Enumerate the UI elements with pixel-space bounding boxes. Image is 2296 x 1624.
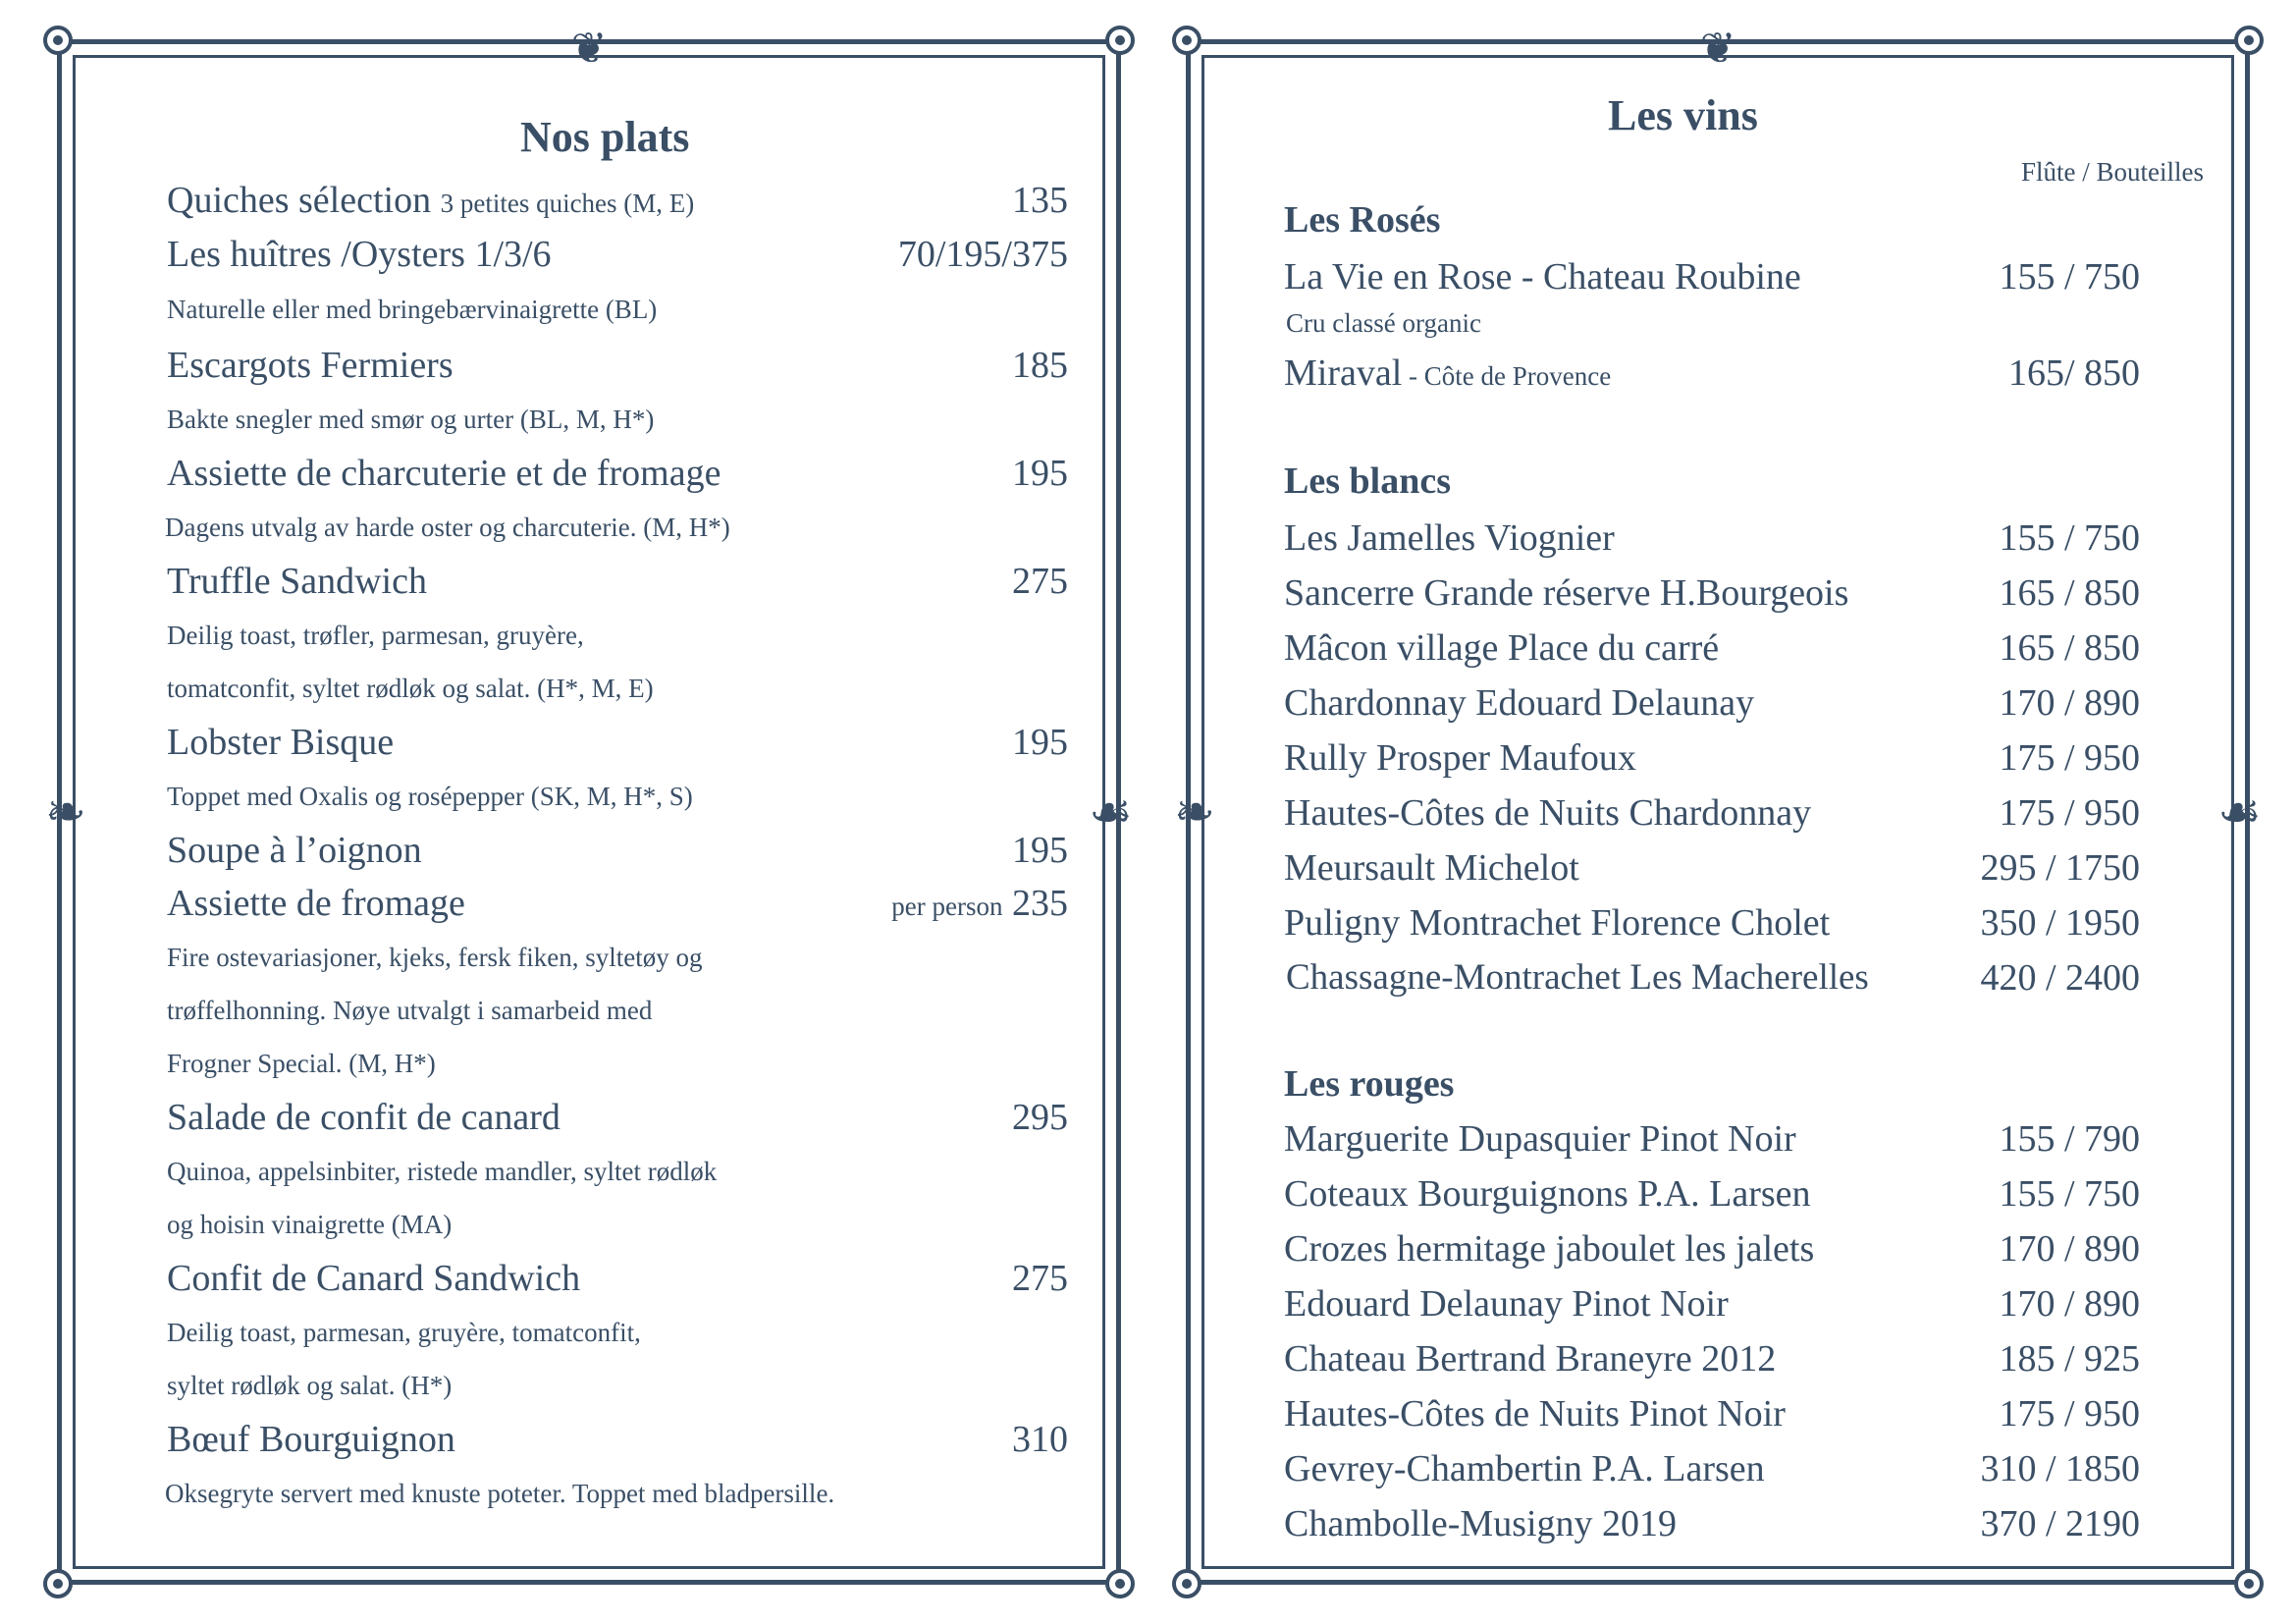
wine-price: 175 / 950 [1999,1393,2140,1435]
dish-description: og hoisin vinaigrette (MA) [167,1210,453,1239]
dish-description: Dagens utvalg av harde oster og charcuterie. (M, H*) [165,513,730,542]
dish-description: Deilig toast, trøfler, parmesan, gruyère, [167,621,584,650]
corner-ornament [1172,26,1201,55]
wine-name: Meursault Michelot [1284,847,1579,889]
corner-ornament [2234,1569,2264,1598]
wine-price: 170 / 890 [1999,1228,2140,1270]
wine-price: 155 / 750 [1999,256,2140,298]
dish-price: 275 [1012,561,1068,602]
dish-price: 70/195/375 [897,234,1068,275]
wine-price: 175 / 950 [1999,792,2140,834]
dish-description: Frogner Special. (M, H*) [167,1049,436,1078]
corner-ornament [43,26,73,55]
wine-name: Mâcon village Place du carré [1284,627,1720,669]
corner-ornament [1105,1569,1135,1598]
dish-description: Deilig toast, parmesan, gruyère, tomatconfit, [167,1318,641,1347]
dish-price: 310 [1012,1419,1068,1460]
dish-price: 275 [1012,1258,1068,1299]
wine-price: 185 / 925 [1999,1338,2140,1380]
dish-name: Quiches sélection 3 petites quiches (M, E) [167,180,695,221]
wine-price: 295 / 1750 [1980,847,2140,889]
dish-name: Escargots Fermiers [167,345,454,386]
dish-description: Fire ostevariasjoner, kjeks, fersk fiken, syltetøy og [167,943,703,972]
wine-price: 155 / 750 [1999,1173,2140,1215]
fleur-ornament-icon: ❧ [1174,784,1215,840]
fleur-ornament-icon: ☙ [2217,784,2262,840]
dish-description: Bakte snegler med smør og urter (BL, M, H*) [167,405,655,434]
wine-name: Coteaux Bourguignons P.A. Larsen [1284,1173,1811,1215]
dish-price: 195 [1012,453,1068,494]
wine-name: Chardonnay Edouard Delaunay [1284,682,1755,724]
wine-price: 165 / 850 [1999,572,2140,614]
page-title: Nos plats [520,113,690,161]
wine-name: Hautes-Côtes de Nuits Pinot Noir [1284,1393,1786,1435]
dish-price: 135 [1012,180,1068,221]
dish-description: trøffelhonning. Nøye utvalgt i samarbeid med [167,996,653,1025]
wine-price: 170 / 890 [1999,1283,2140,1325]
wine-price: 310 / 1850 [1980,1448,2140,1489]
wine-subtitle: Cru classé organic [1286,308,1481,338]
wine-name: Sancerre Grande réserve H.Bourgeois [1284,572,1849,614]
dish-description: Naturelle eller med bringebærvinaigrette (BL) [167,295,658,324]
wine-price: 370 / 2190 [1980,1503,2140,1544]
dish-price: 185 [1012,345,1068,386]
wine-price: 170 / 890 [1999,682,2140,724]
food-menu-panel [45,24,1133,1593]
dish-name: Bœuf Bourguignon [167,1419,455,1460]
wine-price: 155 / 750 [1999,517,2140,559]
column-header: Flûte / Bouteilles [2021,157,2204,187]
dish-name: Truffle Sandwich [167,561,427,602]
dish-price: per person 235 [891,883,1068,924]
wine-name: Hautes-Côtes de Nuits Chardonnay [1284,792,1812,834]
dish-description: Oksegryte servert med knuste poteter. Toppet med bladpersille. [165,1479,835,1508]
dish-name: Confit de Canard Sandwich [167,1258,581,1299]
wine-name: Miraval - Côte de Provence [1284,352,1612,394]
dish-name: Assiette de fromage [167,883,465,924]
dish-price: 195 [1012,722,1068,763]
fleur-ornament-icon: ❦ [1699,24,1736,74]
wine-name: Puligny Montrachet Florence Cholet [1284,902,1831,944]
wine-name: Marguerite Dupasquier Pinot Noir [1284,1118,1796,1160]
wine-name: Chateau Bertrand Braneyre 2012 [1284,1338,1777,1380]
wine-price: 155 / 790 [1999,1118,2140,1160]
wine-name: La Vie en Rose - Chateau Roubine [1284,256,1801,298]
wine-price: 420 / 2400 [1980,957,2140,999]
dish-name: Salade de confit de canard [167,1097,561,1138]
wine-name: Les Jamelles Viognier [1284,517,1615,559]
corner-ornament [1172,1569,1201,1598]
wine-name: Rully Prosper Maufoux [1284,737,1636,779]
wine-price: 350 / 1950 [1980,902,2140,944]
dish-description: syltet rødløk og salat. (H*) [167,1371,453,1400]
wine-name: Chambolle-Musigny 2019 [1284,1503,1678,1544]
dish-price: 195 [1012,830,1068,871]
wine-name: Crozes hermitage jaboulet les jalets [1284,1228,1815,1270]
wine-price: 175 / 950 [1999,737,2140,779]
corner-ornament [1105,26,1135,55]
dish-name: Soupe à l’oignon [167,830,422,871]
dish-description: Toppet med Oxalis og rosépepper (SK, M, H*, S) [167,782,693,811]
wine-menu-panel [1174,24,2262,1593]
wine-price: 165 / 850 [1999,627,2140,669]
wine-name: Chassagne-Montrachet Les Macherelles [1286,957,1869,998]
dish-description: Quinoa, appelsinbiter, ristede mandler, syltet rødløk [167,1157,718,1186]
dish-description: tomatconfit, syltet rødløk og salat. (H*, M, E) [167,674,654,703]
page-title: Les vins [1608,91,1758,139]
dish-name: Assiette de charcuterie et de fromage [167,453,721,494]
fleur-ornament-icon: ❦ [570,24,608,74]
dish-name: Les huîtres /Oysters 1/3/6 [167,234,552,275]
wine-price: 165/ 850 [2007,352,2140,394]
section-title: Les Rosés [1284,199,1441,241]
dish-name: Lobster Bisque [167,722,395,763]
dish-price: 295 [1012,1097,1068,1138]
fleur-ornament-icon: ☙ [1089,784,1133,840]
section-title: Les rouges [1284,1063,1455,1105]
wine-name: Gevrey-Chambertin P.A. Larsen [1284,1448,1765,1489]
corner-ornament [43,1569,73,1598]
section-title: Les blancs [1284,460,1451,502]
corner-ornament [2234,26,2264,55]
fleur-ornament-icon: ❧ [45,784,86,840]
wine-name: Edouard Delaunay Pinot Noir [1284,1283,1729,1325]
